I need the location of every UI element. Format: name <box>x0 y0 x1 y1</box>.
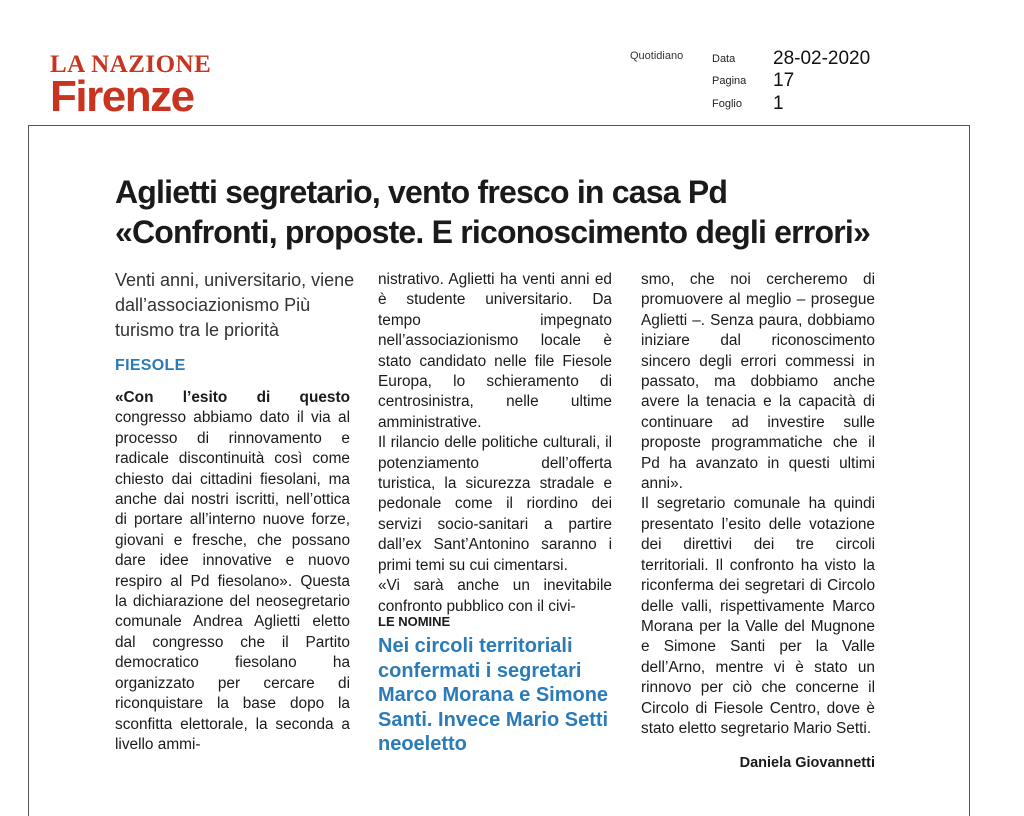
page-label: Pagina <box>712 75 747 87</box>
column-2 <box>378 270 612 617</box>
sidebar-title: Nei circoli territoriali confermati i segretari Marco Morana e Simone Santi. Invece Mario Setti neoeletto <box>378 635 609 755</box>
sheet-value: 1 <box>773 93 784 114</box>
column-1 <box>115 388 350 755</box>
column-2-paragraph-2: Il rilancio delle politiche culturali, il potenziamento dell’offerta turistica, la sicurezza stradale e pedonale come il riordino dei servizi socio-sanitari a partire dall’ex Sant’Antonino saranno i primi temi su cui cimentarsi. <box>378 434 612 574</box>
column-3-paragraph-2: Il segretario comunale ha quindi presentato l’esito delle votazione dei direttivi dei tre circoli territoriali. Il confronto ha visto la riconferma dei segretari di Circolo delle valli, rispettivamente Marco Morana per la Valle del Mugnone e Simone Santi per la Valle dell’Arno, mentre vi è stato un rinnovo per ciò che concerne il Circolo di Fiesole Centro, dove è stato eletto segretario Mario Setti. <box>641 495 875 737</box>
headline-line-1: Aglietti segretario, vento fresco in casa Pd <box>115 174 728 210</box>
column-2-paragraph-3: «Vi sarà anche un inevitabile confronto pubblico con il civi- <box>378 577 612 615</box>
masthead-newspaper: LA NAZIONE <box>50 51 212 78</box>
masthead-edition: Firenze <box>50 72 194 121</box>
sidebar-kicker: LE NOMINE <box>378 614 451 629</box>
column-3-paragraph-1: smo, che noi cercheremo di promuovere al meglio – prosegue Aglietti –. Senza paura, dobbiamo iniziare dal riconoscimento sincero degli errori commessi in passato, ma dobbiamo anche avere la tenacia e la capacità di continuare ad investire sulle proposte programmatiche che il Pd ha avanzato in questi ultimi anni». <box>641 271 875 493</box>
page-value: 17 <box>773 70 795 91</box>
column-1-text: congresso abbiamo dato il via al processo di rinnovamento e radicale discontinuità così come chiesto dai cittadini fiesolani, ma anche dai nostri iscritti, nell’ottica di portare all’interno nuove forze, giovani e fresche, che possano dare idee innovative e nuovo respiro al Pd fiesolano». Questa la dichiarazione del neosegretario comunale Andrea Aglietti eletto dal congresso che il Partito democratico fiesolano ha organizzato per cercare di riconquistare la base dopo la sconfitta elettorale, la seconda a livello ammi- <box>115 409 350 753</box>
byline: Daniela Giovannetti <box>739 755 875 771</box>
headline-line-2: «Confronti, proposte. E riconoscimento degli errori» <box>115 214 870 250</box>
headline <box>115 172 915 252</box>
location-tag: FIESOLE <box>115 357 186 374</box>
column-2-paragraph-1: nistrativo. Aglietti ha venti anni ed è studente universitario. Da tempo impegnato nell’associazionismo locale è stato candidato nelle file Fiesole Europa, lo schieramento di centrosinistra, nelle ultime amministrative. <box>378 271 612 431</box>
type-label: Quotidiano <box>630 50 684 62</box>
date-value: 28-02-2020 <box>773 48 871 69</box>
subhead: Venti anni, universitario, viene dall’associazionismo Più turismo tra le priorità <box>115 270 355 340</box>
date-label: Data <box>712 53 736 65</box>
publication-meta <box>630 48 970 123</box>
lead-in: «Con l’esito di questo <box>115 389 350 406</box>
column-3 <box>641 270 875 739</box>
sheet-label: Foglio <box>712 98 742 110</box>
